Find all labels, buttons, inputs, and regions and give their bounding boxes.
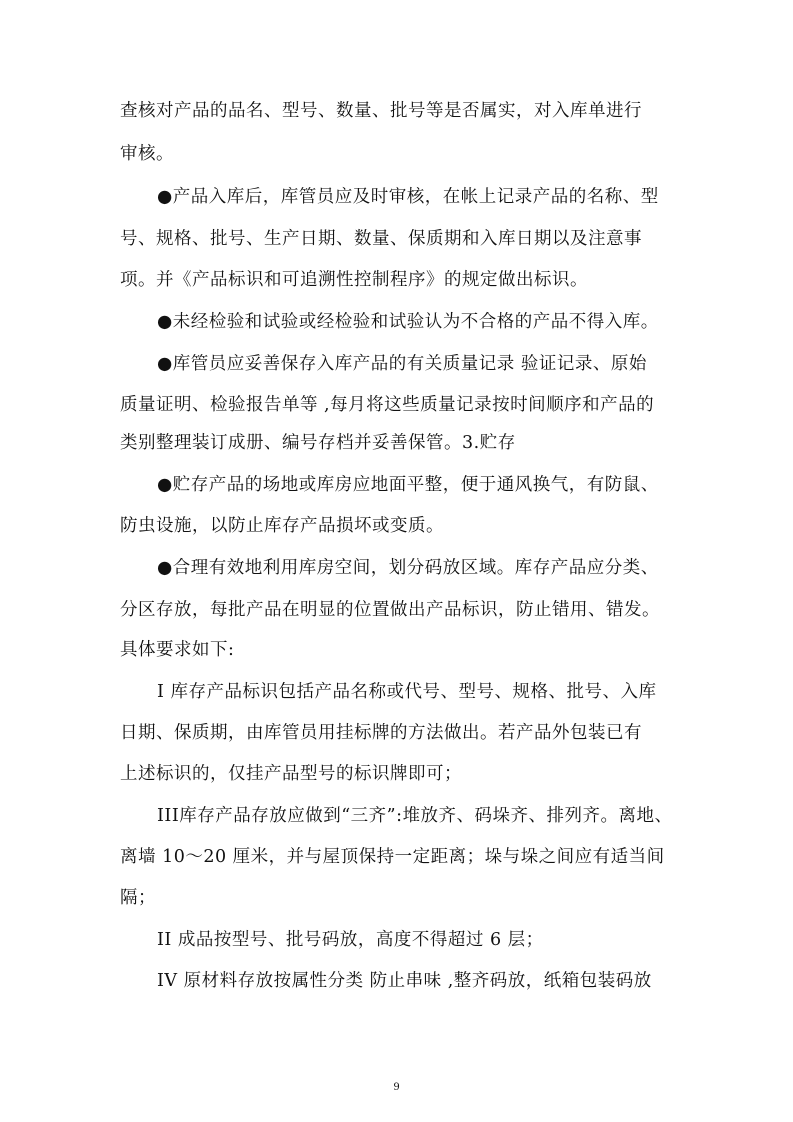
text-line: 隔； (120, 888, 156, 908)
page-number: 9 (393, 1082, 400, 1093)
text-line: ●贮存产品的场地或库房应地面平整，便于通风换气，有防鼠、 (157, 475, 659, 495)
text-line: ●库管员应妥善保存入库产品的有关质量记录 验证记录、原始 (157, 354, 647, 374)
text-line: 离墙 10～20 厘米，并与屋顶保持一定距离；垛与垛之间应有适当间 (120, 847, 665, 867)
text-line: ●未经检验和试验或经检验和试验认为不合格的产品不得入库。 (157, 312, 659, 332)
text-line: 日期、保质期，由库管员用挂标牌的方法做出。若产品外包装已有 (120, 723, 642, 743)
text-line: III库存产品存放应做到“三齐”:堆放齐、码垛齐、排列齐。离地、 (157, 806, 673, 826)
text-line: 类别整理装订成册、编号存档并妥善保管。3.贮存 (120, 433, 516, 453)
text-line: 号、规格、批号、生产日期、数量、保质期和入库日期以及注意事 (120, 229, 642, 249)
text-line: 分区存放，每批产品在明显的位置做出产品标识，防止错用、错发。 (120, 600, 660, 620)
text-line: 上述标识的，仅挂产品型号的标识牌即可； (120, 764, 462, 784)
text-line: IV 原材料存放按属性分类 防止串味 ,整齐码放，纸箱包装码放 (157, 971, 652, 991)
text-line: 项。并《产品标识和可追溯性控制程序》的规定做出标识。 (120, 270, 588, 290)
text-line: II 成品按型号、批号码放，高度不得超过 6 层； (157, 930, 544, 950)
text-line: 具体要求如下: (120, 640, 235, 660)
text-line: ●合理有效地利用库房空间，划分码放区域。库存产品应分类、 (157, 558, 659, 578)
text-line: 质量证明、检验报告单等 ,每月将这些质量记录按时间顺序和产品的 (120, 395, 655, 415)
text-line: ●产品入库后，库管员应及时审核，在帐上记录产品的名称、型 (157, 187, 659, 207)
text-line: 查核对产品的品名、型号、数量、批号等是否属实，对入库单进行 (120, 101, 642, 121)
text-line: 审核。 (120, 144, 174, 164)
text-line: 防虫设施，以防止库存产品损坏或变质。 (120, 516, 444, 536)
text-line: I 库存产品标识包括产品名称或代号、型号、规格、批号、入库 (157, 682, 657, 702)
